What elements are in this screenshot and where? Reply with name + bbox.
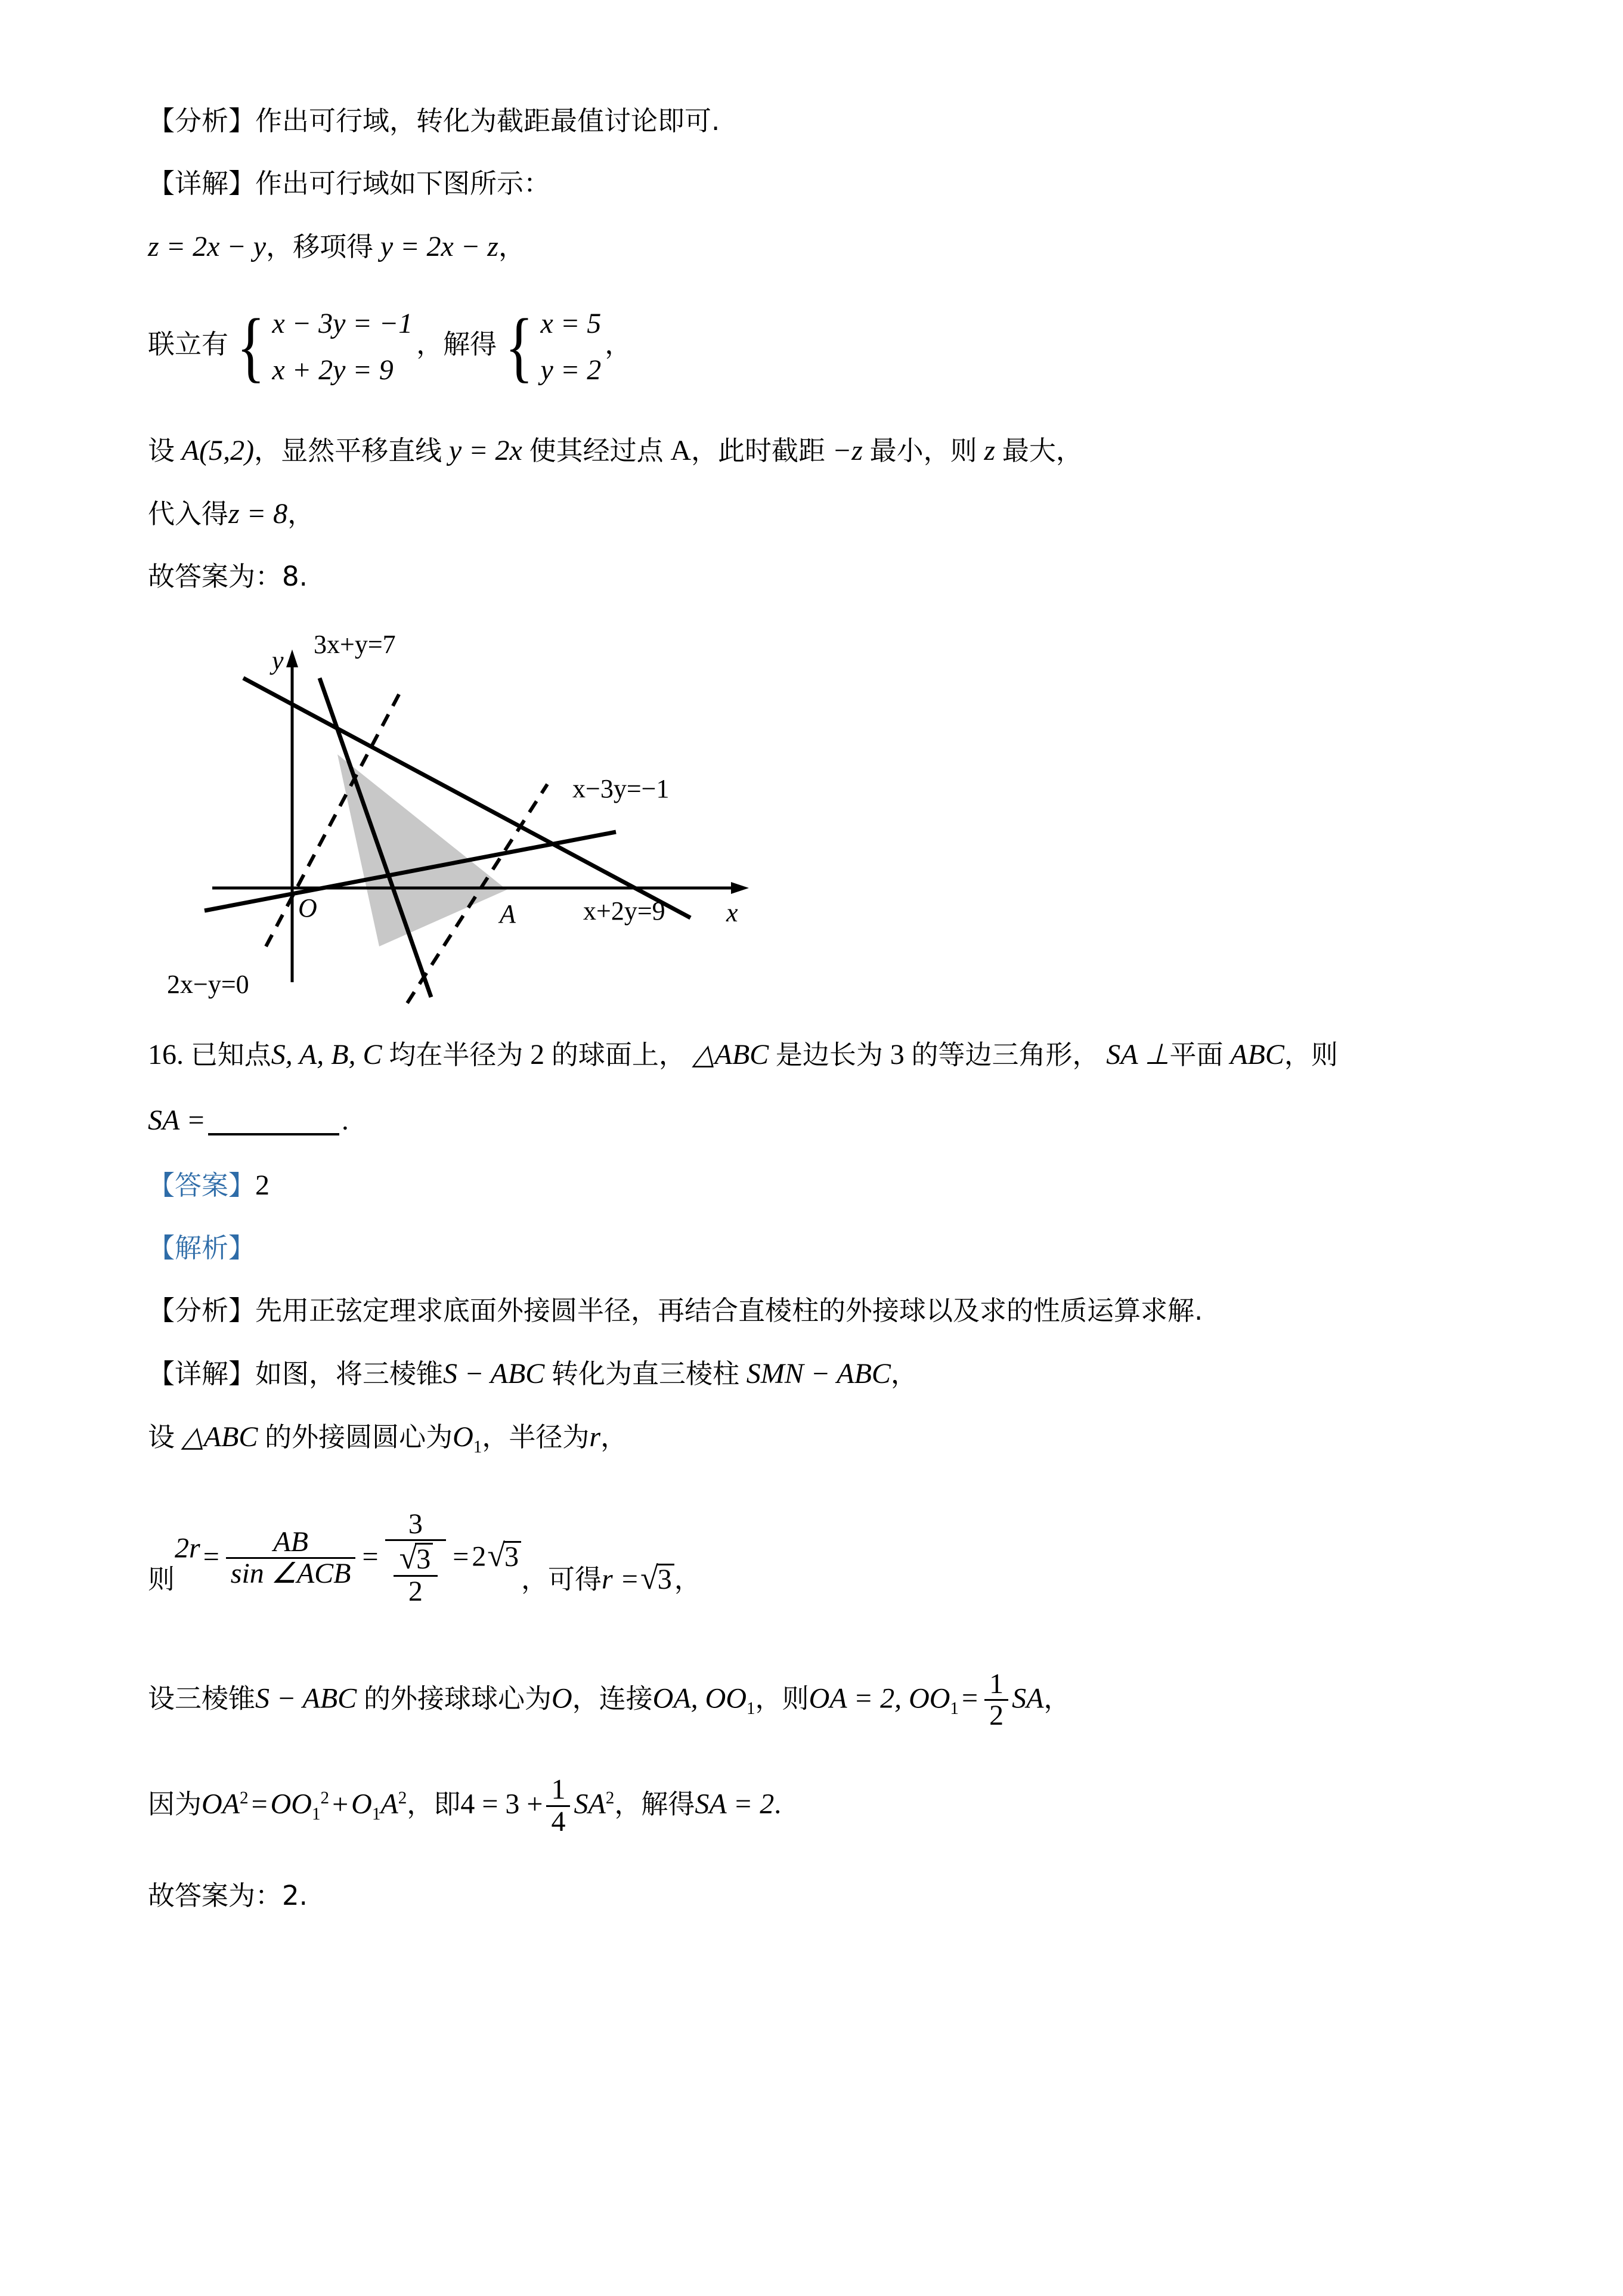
pyth-tail: . <box>774 1788 782 1820</box>
sine-frac2-num: 3 <box>385 1509 447 1541</box>
sine-value: 2 <box>472 1540 487 1573</box>
q15-detail-line <box>148 170 1513 198</box>
system-sol1: x = 5 <box>540 308 602 339</box>
sphere-o: O <box>551 1682 572 1715</box>
q15-answer-text: 故答案为：8. <box>148 560 308 592</box>
detail-tag: 【详解】 <box>148 168 256 199</box>
sine-eq2: = <box>362 1540 379 1573</box>
sphere-frac-num: 1 <box>984 1669 1008 1701</box>
system-eq2: x + 2y = 9 <box>272 354 394 386</box>
pyth-eq1: = <box>251 1788 268 1820</box>
q16-blank-prefix: SA = <box>148 1104 206 1136</box>
vertex-a-label: A <box>500 899 516 929</box>
q16-stem-plane: ABC <box>1230 1038 1284 1070</box>
circum-text1: 的外接圆圆心为 <box>265 1421 453 1453</box>
pyth-sa2: SA <box>574 1788 606 1820</box>
pyth-o1a-sup: 2 <box>398 1788 407 1808</box>
q16-stem-triangle: △ABC <box>692 1038 769 1070</box>
sphere-text2: 连接 <box>599 1682 653 1715</box>
left-brace-icon: { <box>236 302 265 391</box>
sphere-sa: SA <box>1012 1682 1044 1715</box>
q15-z-line <box>148 233 1513 261</box>
sine-text1: 可得 <box>548 1563 602 1595</box>
pyth-text2: 解得 <box>641 1788 695 1820</box>
q16-explain-tag-line <box>148 1231 1513 1264</box>
label-x-minus-3y-neg1: x−3y=−1 <box>572 773 670 803</box>
sine-lhs: 2r <box>175 1532 200 1564</box>
q16-stem-side: 3 <box>890 1038 905 1070</box>
pyth-oa-sup: 2 <box>240 1788 249 1808</box>
sphere-frac-den: 2 <box>989 1699 1004 1731</box>
q15-answer-line <box>148 560 1513 592</box>
pyth-frac-den: 4 <box>551 1805 566 1837</box>
sqrt-icon-1: √3 <box>398 1541 433 1575</box>
sphere-text3: 则 <box>782 1682 809 1715</box>
detail-text: 作出可行域如下图所示： <box>255 168 551 199</box>
system-eq1: x − 3y = −1 <box>272 308 413 339</box>
q16-sphere-line <box>148 1667 1513 1732</box>
q15-system-line <box>148 301 1513 394</box>
sine-r-eq: r = <box>602 1563 640 1595</box>
sine-frac2-inner <box>394 1541 438 1607</box>
sqrt-icon-3: √3 <box>639 1562 674 1594</box>
circum-comma1: ， <box>482 1421 509 1453</box>
sphere-solid: S − ABC <box>255 1682 357 1715</box>
system-sol2: y = 2 <box>540 354 602 386</box>
pyth-comma1: ， <box>407 1788 434 1820</box>
sphere-comma1: ， <box>572 1682 599 1715</box>
circum-center-sub: 1 <box>473 1437 482 1456</box>
sine-fraction-2 <box>385 1509 447 1607</box>
feasible-region-figure <box>166 612 798 1006</box>
point-comma1: ， <box>254 434 281 466</box>
q16-detail-line <box>148 1357 1513 1390</box>
x-axis-arrow-icon <box>731 882 749 894</box>
x-axis-label: x <box>726 898 738 927</box>
point-text4: 最小，则 <box>869 434 977 466</box>
q16-detail-tail: ， <box>890 1357 918 1390</box>
sphere-pre: 设三棱锥 <box>148 1682 256 1715</box>
q16-analysis-line <box>148 1294 1513 1326</box>
sine-frac2-inner-den: 2 <box>408 1576 423 1608</box>
system-tail: ， <box>605 328 632 360</box>
point-text1: 显然平移直线 <box>281 434 442 466</box>
q16-detail-text2: 转化为直三棱柱 <box>551 1357 739 1390</box>
sphere-segments-sub: 1 <box>746 1698 755 1718</box>
answer-value: 2 <box>255 1169 270 1201</box>
circum-tail: ， <box>600 1421 628 1453</box>
q16-analysis-tag: 【分析】 <box>148 1294 256 1326</box>
system-braces-2 <box>500 301 601 394</box>
sine-frac1-num: AB <box>226 1527 356 1559</box>
pyth-pre: 因为 <box>148 1788 202 1820</box>
q16-number: 16. <box>148 1038 184 1070</box>
analysis-tag: 【分析】 <box>148 105 256 137</box>
pyth-fraction <box>546 1775 570 1837</box>
q16-blank-suffix: . <box>341 1104 349 1136</box>
substitute-eq: z = 8 <box>228 497 288 530</box>
q16-pythagoras-line <box>148 1776 1513 1838</box>
label-2x-minus-y-0: 2x−y=0 <box>167 969 249 999</box>
pyth-plus: + <box>332 1788 349 1820</box>
pyth-sa2-sup: 2 <box>605 1788 615 1808</box>
pyth-o1a: O <box>351 1788 372 1820</box>
y-axis-arrow-icon <box>286 649 298 667</box>
q16-detail-text1: 如图，将三棱锥 <box>255 1357 444 1390</box>
z-comma: ， <box>266 231 293 262</box>
q16-stem-line <box>148 1038 1513 1070</box>
shaded-feasible-region <box>337 754 507 946</box>
system-mid: ， <box>416 328 444 360</box>
z-equation-lhs: z = 2x − y <box>148 231 267 262</box>
sine-frac2-sqrt: 3 <box>415 1543 433 1574</box>
circum-center: O <box>453 1421 473 1453</box>
q16-answer-blank[interactable] <box>208 1133 339 1135</box>
sphere-segments: OA, OO <box>652 1682 747 1715</box>
sine-eq3: = <box>453 1540 469 1573</box>
q16-sine-rule-line <box>148 1508 1513 1608</box>
feasible-region-svg <box>166 612 798 1006</box>
pyth-oo-sup: 2 <box>320 1788 330 1808</box>
sphere-oa-sub: 1 <box>950 1698 959 1718</box>
sine-comma1: ， <box>521 1563 548 1595</box>
q16-stem-points: S, A, B, C <box>271 1038 382 1070</box>
q16-stem-part3: 的球面上， <box>551 1038 686 1070</box>
system-solve-text: 解得 <box>443 328 497 360</box>
pyth-oa: OA <box>202 1788 240 1820</box>
z-tail: ， <box>498 231 525 262</box>
q15-analysis-line <box>148 107 1513 135</box>
sphere-fraction <box>984 1669 1008 1731</box>
q15-substitute-line <box>148 497 1513 530</box>
circum-text2: 半径为 <box>509 1421 590 1453</box>
sine-frac2-sqrt-wrap <box>394 1541 438 1577</box>
document-body <box>148 107 1513 1945</box>
q16-detail-tag: 【详解】 <box>148 1357 256 1390</box>
point-var-z: z <box>984 434 996 466</box>
sqrt-icon-2: √3 <box>486 1539 521 1571</box>
q16-answer-text: 故答案为：2. <box>148 1880 308 1912</box>
sine-lead: 则 <box>148 1563 175 1595</box>
q16-circum-line <box>148 1423 1513 1456</box>
q16-stem-part1: 已知点 <box>190 1038 271 1070</box>
q16-stem-part6: 平面 <box>1169 1038 1224 1070</box>
q16-stem-part7: ，则 <box>1284 1038 1338 1070</box>
pyth-o1a-sub: 1 <box>371 1805 381 1824</box>
sine-r-sqrt: 3 <box>656 1564 674 1594</box>
q16-detail-solid2: SMN − ABC <box>746 1357 891 1390</box>
y-axis-label: y <box>272 645 284 675</box>
q16-detail-solid1: S − ABC <box>443 1357 545 1390</box>
circum-triangle: △ABC <box>181 1421 258 1453</box>
q16-analysis-text: 先用正弦定理求底面外接圆半径，再结合直棱柱的外接球以及求的性质运算求解. <box>255 1294 1203 1326</box>
q16-stem-part4: 是边长为 <box>775 1038 883 1070</box>
sphere-eq: = <box>961 1682 978 1715</box>
origin-label: O <box>298 893 317 923</box>
sphere-text1: 的外接球球心为 <box>363 1682 552 1715</box>
z-equation-rhs: y = 2x − z <box>380 231 498 262</box>
explain-tag: 【解析】 <box>148 1231 256 1264</box>
sphere-oa: OA = 2, OO <box>809 1682 950 1715</box>
point-text2: 使其经过点 <box>529 434 664 466</box>
point-pre: 设 <box>148 434 175 466</box>
pyth-oo: OO <box>270 1788 312 1820</box>
answer-tag: 【答案】 <box>148 1169 256 1201</box>
point-eq: y = 2x <box>448 434 522 466</box>
sine-eq1: = <box>203 1540 219 1573</box>
pyth-num4: 4 = 3 + <box>460 1788 543 1820</box>
pyth-frac-num: 1 <box>546 1775 570 1806</box>
point-text5: 最大， <box>1002 434 1083 466</box>
system-braces-1 <box>232 301 413 394</box>
q16-stem-part5: 的等边三角形， <box>911 1038 1099 1070</box>
substitute-pre: 代入得 <box>148 497 229 530</box>
q16-answer-tag-line <box>148 1171 1513 1200</box>
pyth-oo-sub: 1 <box>311 1805 321 1824</box>
circum-r: r <box>589 1421 601 1453</box>
label-3x-plus-y-7: 3x+y=7 <box>314 629 396 659</box>
sine-value-sqrt: 3 <box>503 1541 521 1571</box>
point-label-a: A <box>670 434 692 466</box>
sphere-comma2: ， <box>755 1682 782 1715</box>
point-eq2: −z <box>832 434 863 466</box>
label-x-plus-2y-9: x+2y=9 <box>583 896 665 926</box>
substitute-tail: ， <box>287 497 315 530</box>
circum-pre: 设 <box>148 1421 175 1453</box>
q16-stem-perp: SA ⊥ <box>1106 1038 1170 1070</box>
pyth-comma2: ， <box>614 1788 642 1820</box>
q16-stem-part2: 均在半径为 <box>389 1038 524 1070</box>
q15-point-line <box>148 434 1513 466</box>
system-lead: 联立有 <box>148 328 229 360</box>
z-move-text: 移项得 <box>293 231 374 262</box>
sphere-tail: ， <box>1043 1682 1071 1715</box>
pyth-text1: 即 <box>433 1788 461 1820</box>
q16-blank-line <box>148 1106 1513 1135</box>
sine-frac2-den <box>385 1541 447 1607</box>
q16-final-answer-line <box>148 1882 1513 1910</box>
sine-frac1-den: sin ∠ACB <box>230 1558 351 1590</box>
sine-fraction-1 <box>226 1527 356 1589</box>
point-text3: 此时截距 <box>718 434 826 466</box>
left-brace-icon-2: { <box>505 302 534 391</box>
point-a: A(5,2) <box>181 434 255 466</box>
point-comma2: ， <box>691 434 718 466</box>
pyth-result: SA = 2 <box>695 1788 775 1820</box>
pyth-o1a-rest: A <box>380 1788 398 1820</box>
sine-tail: ， <box>674 1563 701 1595</box>
q16-stem-radius: 2 <box>530 1038 545 1070</box>
analysis-text: 作出可行域，转化为截距最值讨论即可. <box>255 105 720 137</box>
